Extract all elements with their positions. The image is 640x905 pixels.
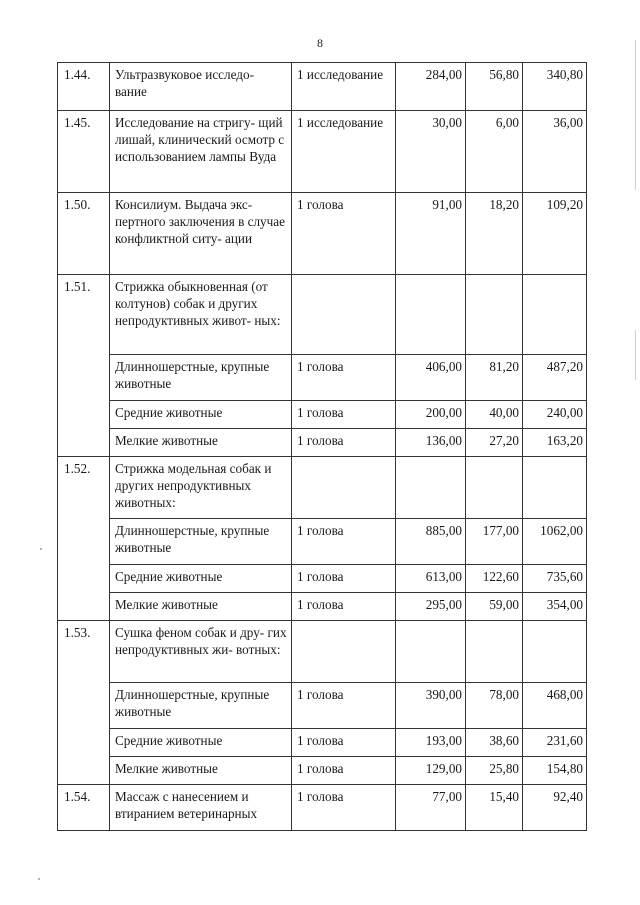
- table-row: [58, 729, 587, 757]
- service-name: Длинношерстные, крупные животные: [110, 683, 292, 729]
- table-row: [58, 593, 587, 621]
- service-unit: 1 голова: [292, 193, 396, 275]
- group-title: Стрижка обыкновенная (от колтунов) собак и других непродуктивных живот- ных:: [110, 275, 292, 355]
- scan-speck: [38, 878, 40, 880]
- service-unit: 1 голова: [292, 683, 396, 729]
- vat-value: 25,80: [466, 757, 523, 785]
- empty-cell: [466, 275, 523, 355]
- total-value: 340,80: [523, 63, 587, 111]
- vat-value: 81,20: [466, 355, 523, 401]
- empty-cell: [523, 621, 587, 683]
- service-unit: 1 голова: [292, 757, 396, 785]
- empty-cell: [292, 275, 396, 355]
- total-value: 36,00: [523, 111, 587, 193]
- empty-cell: [58, 355, 110, 401]
- vat-value: 38,60: [466, 729, 523, 757]
- empty-cell: [396, 275, 466, 355]
- scan-speck: [40, 548, 42, 550]
- vat-value: 56,80: [466, 63, 523, 111]
- price-value: 193,00: [396, 729, 466, 757]
- service-code: 1.45.: [58, 111, 110, 193]
- empty-cell: [58, 565, 110, 593]
- service-code: 1.53.: [58, 621, 110, 683]
- total-value: 1062,00: [523, 519, 587, 565]
- scan-edge-mark: [635, 330, 636, 380]
- total-value: 240,00: [523, 401, 587, 429]
- total-value: 92,40: [523, 785, 587, 831]
- price-value: 284,00: [396, 63, 466, 111]
- service-name: Средние животные: [110, 729, 292, 757]
- empty-cell: [292, 457, 396, 519]
- service-code: 1.50.: [58, 193, 110, 275]
- total-value: 354,00: [523, 593, 587, 621]
- group-header-row: [58, 621, 587, 683]
- service-name: Средние животные: [110, 401, 292, 429]
- table-row: [58, 785, 587, 831]
- service-name: Исследование на стригу- щий лишай, клинический осмотр с использованием лампы Вуда: [110, 111, 292, 193]
- table-row: [58, 565, 587, 593]
- total-value: 109,20: [523, 193, 587, 275]
- empty-cell: [58, 429, 110, 457]
- empty-cell: [58, 401, 110, 429]
- price-value: 91,00: [396, 193, 466, 275]
- price-table: [57, 62, 587, 831]
- empty-cell: [466, 457, 523, 519]
- empty-cell: [58, 757, 110, 785]
- empty-cell: [58, 729, 110, 757]
- table-row: [58, 683, 587, 729]
- page-number: 8: [317, 36, 323, 50]
- empty-cell: [292, 621, 396, 683]
- table-row: [58, 401, 587, 429]
- service-name: Средние животные: [110, 565, 292, 593]
- table-row: [58, 111, 587, 193]
- service-unit: 1 голова: [292, 355, 396, 401]
- service-unit: 1 голова: [292, 565, 396, 593]
- service-code: 1.51.: [58, 275, 110, 355]
- vat-value: 27,20: [466, 429, 523, 457]
- service-name: Длинношерстные, крупные животные: [110, 355, 292, 401]
- service-unit: 1 исследование: [292, 63, 396, 111]
- price-value: 30,00: [396, 111, 466, 193]
- service-name: Консилиум. Выдача экс- пертного заключения в случае конфликтной ситу- ации: [110, 193, 292, 275]
- empty-cell: [58, 683, 110, 729]
- table-row: [58, 63, 587, 111]
- price-value: 406,00: [396, 355, 466, 401]
- total-value: 154,80: [523, 757, 587, 785]
- vat-value: 78,00: [466, 683, 523, 729]
- table-row: [58, 355, 587, 401]
- empty-cell: [58, 519, 110, 565]
- empty-cell: [466, 621, 523, 683]
- empty-cell: [523, 275, 587, 355]
- service-name: Мелкие животные: [110, 593, 292, 621]
- table-row: [58, 429, 587, 457]
- service-code: 1.54.: [58, 785, 110, 831]
- service-unit: 1 голова: [292, 401, 396, 429]
- vat-value: 15,40: [466, 785, 523, 831]
- vat-value: 18,20: [466, 193, 523, 275]
- service-name: Мелкие животные: [110, 757, 292, 785]
- vat-value: 40,00: [466, 401, 523, 429]
- price-value: 613,00: [396, 565, 466, 593]
- service-code: 1.52.: [58, 457, 110, 519]
- service-unit: 1 исследование: [292, 111, 396, 193]
- service-name: Длинношерстные, крупные животные: [110, 519, 292, 565]
- price-value: 77,00: [396, 785, 466, 831]
- service-name: Массаж с нанесением и втиранием ветеринарных: [110, 785, 292, 831]
- service-code: 1.44.: [58, 63, 110, 111]
- price-value: 200,00: [396, 401, 466, 429]
- service-name: Ультразвуковое исследо- вание: [110, 63, 292, 111]
- price-value: 885,00: [396, 519, 466, 565]
- group-header-row: [58, 275, 587, 355]
- table-row: [58, 193, 587, 275]
- price-value: 390,00: [396, 683, 466, 729]
- price-value: 295,00: [396, 593, 466, 621]
- service-unit: 1 голова: [292, 593, 396, 621]
- service-unit: 1 голова: [292, 785, 396, 831]
- service-unit: 1 голова: [292, 429, 396, 457]
- vat-value: 122,60: [466, 565, 523, 593]
- service-unit: 1 голова: [292, 729, 396, 757]
- price-value: 129,00: [396, 757, 466, 785]
- empty-cell: [396, 621, 466, 683]
- table-row: [58, 519, 587, 565]
- vat-value: 59,00: [466, 593, 523, 621]
- total-value: 468,00: [523, 683, 587, 729]
- total-value: 487,20: [523, 355, 587, 401]
- scan-edge-mark: [635, 40, 636, 190]
- table-row: [58, 757, 587, 785]
- vat-value: 6,00: [466, 111, 523, 193]
- service-name: Мелкие животные: [110, 429, 292, 457]
- empty-cell: [523, 457, 587, 519]
- total-value: 163,20: [523, 429, 587, 457]
- group-header-row: [58, 457, 587, 519]
- vat-value: 177,00: [466, 519, 523, 565]
- total-value: 735,60: [523, 565, 587, 593]
- empty-cell: [396, 457, 466, 519]
- group-title: Сушка феном собак и дру- гих непродуктивных жи- вотных:: [110, 621, 292, 683]
- group-title: Стрижка модельная собак и других непродуктивных животных:: [110, 457, 292, 519]
- price-value: 136,00: [396, 429, 466, 457]
- empty-cell: [58, 593, 110, 621]
- total-value: 231,60: [523, 729, 587, 757]
- service-unit: 1 голова: [292, 519, 396, 565]
